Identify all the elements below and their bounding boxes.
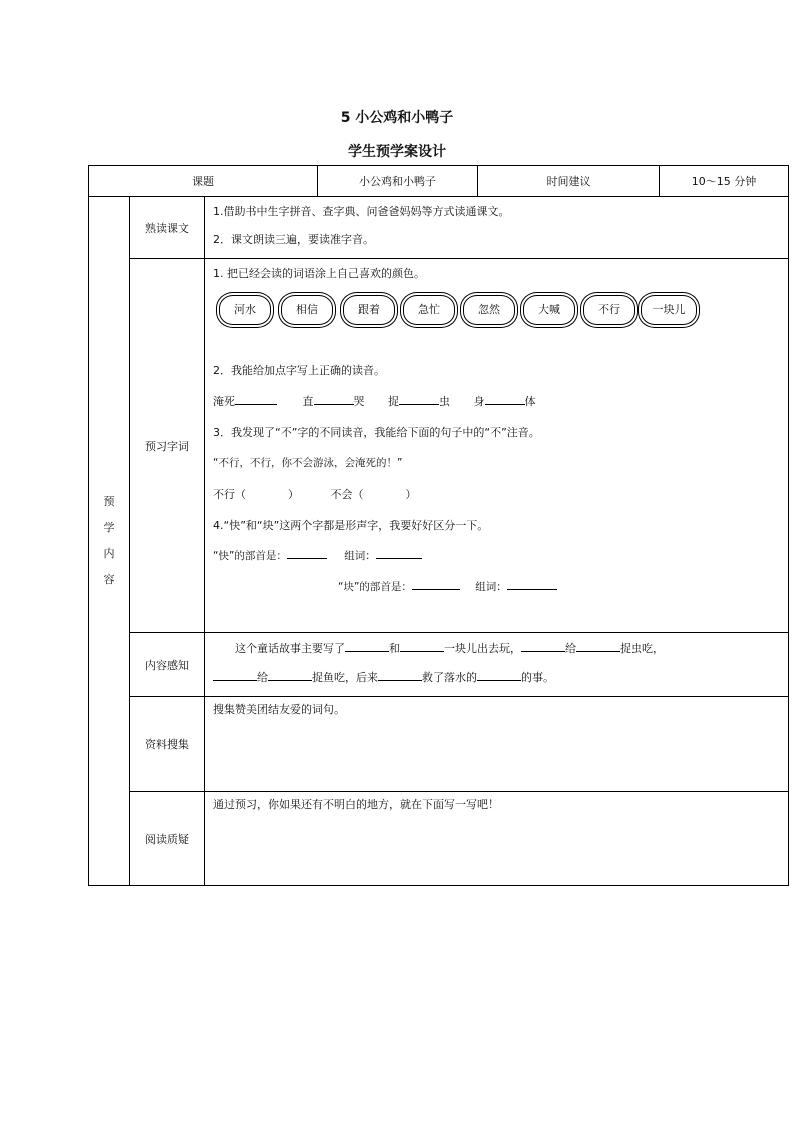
content-line-1: 这个童话故事主要写了 和 一块儿出去玩， 给 捉虫吃，: [213, 637, 780, 665]
answer-blank[interactable]: [576, 637, 620, 652]
content-row: [89, 633, 789, 697]
answer-blank[interactable]: [412, 575, 460, 590]
collect-content[interactable]: [205, 697, 789, 792]
kuai-radical-row-1: “快”的部首是： 组词：: [213, 541, 780, 572]
word-cloud[interactable]: 跟着: [343, 295, 395, 325]
word-cloud[interactable]: 不行: [583, 295, 635, 325]
word-clouds: [213, 287, 780, 347]
content-text: [205, 633, 789, 697]
question-content[interactable]: [205, 792, 789, 886]
answer-blank[interactable]: [314, 390, 354, 405]
vocab-q3: 3．我发现了“不”字的不同读音，我能给下面的句子中的“不”注音。: [213, 426, 540, 439]
reading-row: [89, 197, 789, 259]
answer-blank[interactable]: [477, 666, 521, 681]
vocab-q1: 1. 把已经会读的词语涂上自己喜欢的颜色。: [213, 267, 425, 280]
collect-row: [89, 697, 789, 792]
topic-value: 小公鸡和小鸭子: [318, 166, 478, 197]
answer-blank[interactable]: [378, 666, 422, 681]
answer-blank[interactable]: [376, 544, 422, 559]
topic-label: 课题: [89, 166, 318, 197]
vocab-row: [89, 259, 789, 633]
reading-label: 熟读课文: [130, 197, 205, 259]
vocab-content: [205, 259, 789, 633]
question-row: [89, 792, 789, 886]
vocab-q3-quote: “不行，不行，你不会游泳，会淹死的！”: [213, 457, 403, 469]
answer-blank[interactable]: [521, 637, 565, 652]
word-cloud[interactable]: 忽然: [463, 295, 515, 325]
answer-blank[interactable]: [235, 390, 277, 405]
collect-label: 资料搜集: [130, 697, 205, 792]
word-cloud[interactable]: 相信: [281, 295, 333, 325]
content-label: 内容感知: [130, 633, 205, 697]
section-label: 预 学 内 容: [89, 197, 130, 886]
vocab-label: 预习字词: [130, 259, 205, 633]
header-row: [89, 166, 789, 197]
answer-blank[interactable]: [399, 390, 439, 405]
bu-pinyin-row: 不行（ ） 不会（ ）: [213, 488, 417, 501]
collect-text: 搜集赞美团结友爱的词句。: [213, 703, 345, 716]
prestudy-table: [88, 165, 789, 886]
word-cloud[interactable]: 河水: [219, 295, 271, 325]
reading-line-1: 1.借助书中生字拼音、查字典、问爸爸妈妈等方式读通课文。: [213, 205, 510, 218]
worksheet-subtitle: 学生预学案设计: [348, 144, 446, 160]
time-value: 10～15 分钟: [660, 166, 789, 197]
answer-blank[interactable]: [345, 637, 389, 652]
lesson-title: 5 小公鸡和小鸭子: [340, 110, 454, 126]
question-label: 阅读质疑: [130, 792, 205, 886]
kuai-radical-row-2: “块”的部首是： 组词：: [213, 572, 780, 603]
answer-blank[interactable]: [485, 390, 525, 405]
answer-blank[interactable]: [287, 544, 327, 559]
word-cloud[interactable]: 急忙: [403, 295, 455, 325]
answer-blank[interactable]: [213, 666, 257, 681]
content-line-2: 给 捉鱼吃，后来 救了落水的 的事。: [213, 665, 780, 691]
word-cloud[interactable]: 一块儿: [641, 295, 697, 325]
word-cloud[interactable]: 大喊: [523, 295, 575, 325]
time-label: 时间建议: [478, 166, 660, 197]
vocab-q2: 2．我能给加点字写上正确的读音。: [213, 364, 385, 377]
answer-blank[interactable]: [268, 666, 312, 681]
answer-blank[interactable]: [507, 575, 557, 590]
reading-content: [205, 197, 789, 259]
reading-line-2: 2．课文朗读三遍，要读准字音。: [213, 233, 374, 246]
answer-blank[interactable]: [400, 637, 444, 652]
pinyin-blanks: 淹死 直 哭 捉 虫 身 体: [213, 386, 780, 417]
vocab-q4: 4.“快”和“块”这两个字都是形声字，我要好好区分一下。: [213, 519, 489, 532]
question-text: 通过预习，你如果还有不明白的地方，就在下面写一写吧！: [213, 798, 499, 811]
